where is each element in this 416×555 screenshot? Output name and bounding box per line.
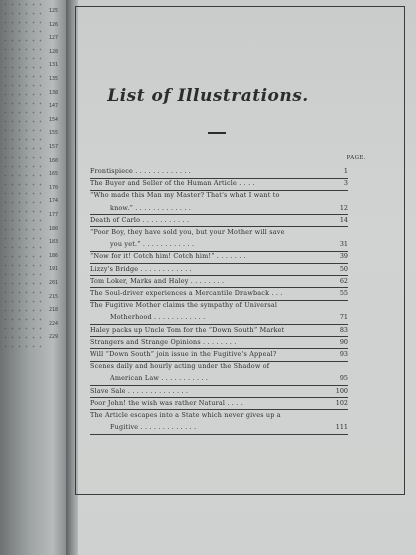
entry-page-number: 102 bbox=[335, 398, 348, 407]
left-page-number: 186 bbox=[48, 252, 58, 259]
illustration-entry bbox=[90, 411, 348, 420]
left-page-number: 135 bbox=[48, 76, 58, 82]
entry-title: Scenes daily and hourly acting under the Shadow of bbox=[90, 362, 270, 371]
entry-title: Frontispiece . . . . . . . . . . . . . bbox=[90, 167, 192, 175]
left-page-number: 215 bbox=[48, 293, 58, 300]
illustration-entry bbox=[90, 252, 348, 261]
left-page-number: 127 bbox=[48, 35, 58, 42]
entry-page-number: 50 bbox=[339, 264, 348, 273]
illustration-entry bbox=[90, 179, 348, 188]
left-page-number: 177 bbox=[48, 212, 58, 218]
entry-title: Fugitive . . . . . . . . . . . . . bbox=[110, 423, 197, 432]
entry-page-number: 62 bbox=[339, 276, 348, 285]
left-page-numbers bbox=[0, 0, 66, 520]
illustration-entry bbox=[110, 313, 348, 322]
entry-title: The Fugitive Mother claims the sympathy of Universal bbox=[90, 301, 278, 310]
illustration-entry bbox=[110, 240, 348, 249]
left-page-number: 183 bbox=[48, 239, 58, 246]
entry-page-number: 31 bbox=[339, 240, 348, 249]
illustration-entry bbox=[90, 362, 348, 371]
left-page-number: 160 bbox=[48, 157, 58, 164]
entry-page-number: 39 bbox=[339, 252, 348, 261]
left-page-number: 174 bbox=[48, 198, 58, 205]
left-page-number: 224 bbox=[48, 320, 58, 327]
left-page-number: 229 bbox=[48, 334, 58, 341]
illustration-entry bbox=[90, 301, 348, 310]
illustration-entry bbox=[90, 338, 348, 347]
entry-title: “Who made this Man my Master? That's what I want to bbox=[90, 191, 280, 200]
page-column-header: PAGE. bbox=[346, 155, 366, 161]
illustration-entry bbox=[90, 191, 348, 200]
entry-title: “Now for it! Cotch him! Cotch him!” . . . . . . . bbox=[90, 252, 246, 261]
left-page-number: 218 bbox=[48, 307, 58, 314]
entry-title: American Law . . . . . . . . . . . bbox=[110, 374, 209, 383]
entry-title: know.” . . . . . . . . . . . . . bbox=[110, 203, 192, 212]
entry-title: Tom Loker, Marks and Haley . . . . . . . . bbox=[90, 276, 225, 285]
entry-page-number: 93 bbox=[339, 350, 348, 358]
entry-page-number: 111 bbox=[335, 423, 348, 432]
illustration-entry bbox=[90, 387, 348, 396]
entry-page-number: 71 bbox=[339, 313, 348, 322]
entry-title: Death of Carlo . . . . . . . . . . . bbox=[90, 215, 190, 224]
left-page-number: 180 bbox=[48, 225, 58, 232]
entry-page-number: 12 bbox=[339, 203, 348, 212]
left-page-number: 154 bbox=[48, 116, 58, 123]
page-title: List of Illustrations. bbox=[107, 86, 309, 106]
illustration-entry bbox=[90, 399, 348, 408]
illustration-entry bbox=[110, 423, 348, 432]
left-page-number: 155 bbox=[48, 130, 58, 137]
left-page-number: 157 bbox=[48, 144, 58, 150]
left-page-number: 125 bbox=[48, 8, 58, 14]
illustration-entry bbox=[90, 289, 348, 298]
entry-page-number: 55 bbox=[339, 289, 348, 297]
entry-title: you yet.” . . . . . . . . . . . . bbox=[110, 240, 195, 249]
entry-title: Poor John! the wish was rather Natural . . . . bbox=[90, 398, 243, 407]
illustration-entry bbox=[90, 216, 348, 225]
entry-title: The Article escapes into a State which never gives up a bbox=[90, 411, 281, 419]
entry-title: Lizzy's Bridge . . . . . . . . . . . . bbox=[90, 264, 192, 273]
entry-title: Motherhood . . . . . . . . . . . . bbox=[110, 313, 206, 322]
entry-page-number: 90 bbox=[339, 337, 348, 346]
entry-title: Slave Sale . . . . . . . . . . . . . . bbox=[90, 386, 189, 395]
entry-title: Strangers and Strange Opinions . . . . . . . . bbox=[90, 337, 237, 346]
illustration-entry bbox=[110, 204, 348, 213]
entry-title: The Buyer and Seller of the Human Article . . . . bbox=[90, 179, 255, 188]
illustration-entry bbox=[90, 265, 348, 274]
entry-divider bbox=[90, 434, 348, 435]
left-page-number: 147 bbox=[48, 103, 58, 110]
illustration-entry bbox=[90, 167, 348, 176]
left-page-number: 126 bbox=[48, 21, 58, 28]
illustration-entry bbox=[90, 350, 348, 359]
entry-page-number: 1 bbox=[343, 167, 348, 175]
entry-page-number: 95 bbox=[339, 374, 348, 383]
left-page-number: 165 bbox=[48, 171, 58, 178]
illustration-entry bbox=[90, 326, 348, 335]
left-page-number: 128 bbox=[48, 48, 58, 55]
left-page bbox=[0, 0, 66, 555]
entry-page-number: 83 bbox=[339, 325, 348, 334]
entry-page-number: 14 bbox=[339, 215, 348, 224]
entry-title: Haley packs up Uncle Tom for the “Down South” Market bbox=[90, 325, 285, 334]
illustration-entry bbox=[90, 277, 348, 286]
left-page-number: 201 bbox=[48, 280, 58, 286]
entry-page-number: 100 bbox=[335, 386, 348, 395]
title-ornament-rule bbox=[208, 132, 226, 134]
illustration-entry bbox=[110, 374, 348, 383]
left-page-number: 191 bbox=[48, 266, 58, 273]
left-page-number: 170 bbox=[48, 184, 58, 191]
entry-title: Will “Down South” join issue in the Fugitive's Appeal? bbox=[90, 350, 277, 358]
entry-title: “Poor Boy, they have sold you, but your Mother will save bbox=[90, 228, 285, 236]
left-page-number: 138 bbox=[48, 89, 58, 96]
illustration-entry bbox=[90, 228, 348, 237]
left-page-number: 131 bbox=[48, 62, 58, 69]
entry-page-number: 3 bbox=[343, 179, 348, 188]
entry-title: The Soul-driver experiences a Mercantile Drawback . . . bbox=[90, 289, 283, 297]
